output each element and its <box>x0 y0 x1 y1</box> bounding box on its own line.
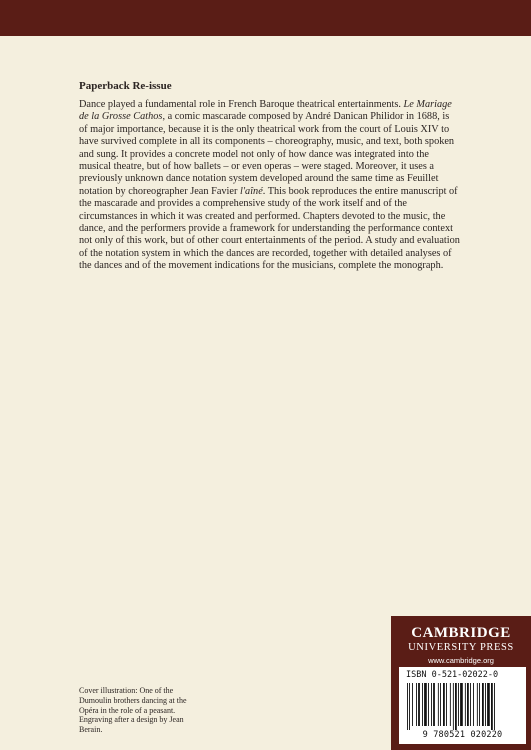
isbn-barcode-box <box>399 667 526 744</box>
barcode-bar <box>482 683 484 726</box>
publisher-logo-press: UNIVERSITY PRESS <box>408 642 514 653</box>
description-part-1: Dance played a fundamental role in French Baroque theatrical entertainments. <box>79 99 404 110</box>
description-part-3: . This book reproduces the entire manuscript of the mascarade and provides a comprehensive study of the work itself and of the circumstances in which it was created and performed. Chapters devoted to the music, the dance, and the performers provide a framework for understanding the performance context not only of this work, but of other court entertainments of the period. A study and evaluation of the notation system in which the dances are recorded, together with detailed analyses of the dances and of the movement indications for the musicians, complete the monograph. <box>79 185 460 272</box>
barcode-bar <box>431 683 432 726</box>
publisher-block <box>391 616 531 750</box>
publisher-logo-name: CAMBRIDGE <box>411 625 511 641</box>
isbn-label: ISBN 0-521-02022-0 <box>406 670 499 680</box>
barcode-bar <box>467 683 469 726</box>
publisher-url: www.cambridge.org <box>428 656 494 665</box>
description-part-2: , a comic mascarade composed by André Danican Philidor in 1688, is of major importance, because it is the only theatrical work from the court of Louis XIV to have survived complete in all its components – choreography, music, and text, both spoken and sung. It provides a concrete model not only of how dance was integrated into the musical theatre, but of how ballets – or even operas – were staged. Moreover, it uses a previously unknown dance notation system developed around the same time as Feuillet notation by choreographer Jean Favier <box>79 111 455 197</box>
barcode-bar <box>440 683 441 726</box>
barcode-bar <box>485 683 486 726</box>
barcode-bar <box>422 683 423 726</box>
barcode-bar <box>407 683 408 730</box>
barcode-bar <box>458 683 459 726</box>
barcode-bar <box>477 683 478 726</box>
barcode-bar <box>465 683 466 726</box>
barcode-bar <box>438 683 439 726</box>
barcode-bar <box>460 683 463 726</box>
description-work-title: Le Mariage de la Grosse Cathos <box>79 99 452 123</box>
reissue-heading: Paperback Re-issue <box>79 80 172 92</box>
barcode-bar <box>487 683 490 726</box>
description-choreographer-epithet: l'aîné <box>239 185 263 197</box>
barcode-bar <box>418 683 420 726</box>
barcode-bar <box>473 683 474 726</box>
barcode-bar <box>455 683 457 730</box>
barcode-bar <box>433 683 435 726</box>
cover-illustration-caption: Cover illustration: One of the Dumoulin brothers dancing at the Opéra in the role of a peasant. Engraving after a design by Jean Berain. <box>79 686 187 735</box>
barcode-bar <box>494 683 495 730</box>
barcode-bar <box>424 683 427 726</box>
book-description <box>79 99 460 273</box>
barcode-bar <box>470 683 471 726</box>
barcode-bar <box>443 683 445 726</box>
barcode-digits: 9 780521 020220 <box>422 730 503 740</box>
barcode-graphic <box>405 683 520 730</box>
barcode-bar <box>450 683 451 726</box>
barcode-bar <box>409 683 410 730</box>
barcode-bar <box>416 683 417 726</box>
barcode-bar <box>453 683 454 730</box>
barcode-bar <box>446 683 447 726</box>
barcode-bar <box>491 683 493 730</box>
barcode-bar <box>479 683 480 726</box>
top-color-band <box>0 0 531 36</box>
barcode-bar <box>428 683 429 726</box>
barcode-bar <box>412 683 413 726</box>
